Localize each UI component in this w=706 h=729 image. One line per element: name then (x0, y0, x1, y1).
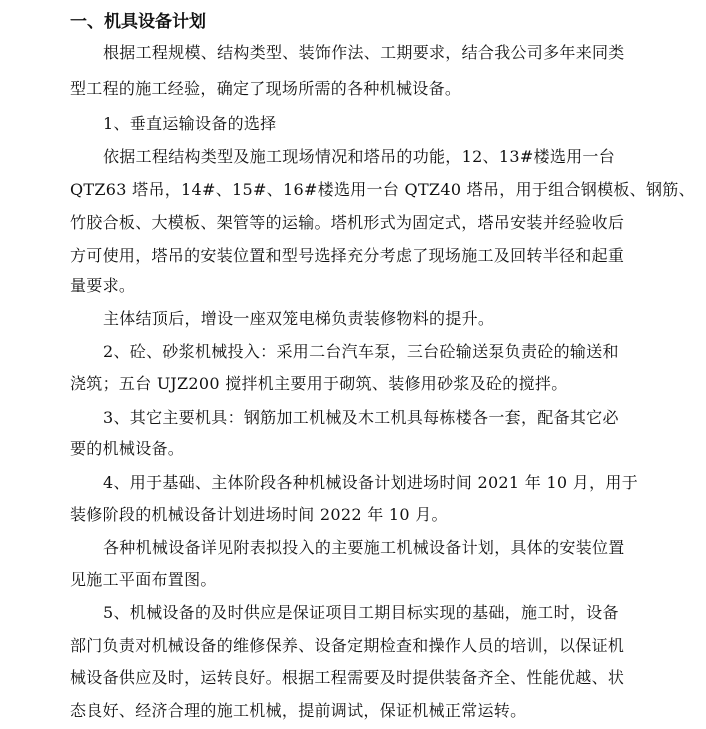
section-heading: 一、机具设备计划 (70, 12, 206, 32)
paragraph-line: 浇筑；五台 UJZ200 搅拌机主要用于砌筑、装修用砂浆及砼的搅拌。 (70, 374, 568, 393)
paragraph-line: 装修阶段的机械设备计划进场时间 2022 年 10 月。 (70, 505, 448, 524)
paragraph-line: 型工程的施工经验，确定了现场所需的各种机械设备。 (70, 79, 462, 98)
paragraph-line: 竹胶合板、大模板、架管等的运输。塔机形式为固定式，塔吊安装并经验收后 (70, 213, 625, 232)
paragraph-line: 见施工平面布置图。 (70, 570, 217, 589)
paragraph-line: 量要求。 (70, 276, 136, 295)
paragraph-line: 方可使用，塔吊的安装位置和型号选择充分考虑了现场施工及回转半径和起重 (70, 246, 625, 265)
paragraph-line: 根据工程规模、结构类型、装饰作法、工期要求，结合我公司多年来同类 (103, 43, 625, 62)
paragraph-line: QTZ63 塔吊，14#、15#、16#楼选用一台 QTZ40 塔吊，用于组合钢模板、钢筋、 (70, 180, 695, 199)
paragraph-line: 部门负责对机械设备的维修保养、设备定期检查和操作人员的培训，以保证机 (70, 636, 625, 655)
paragraph-line: 5、机械设备的及时供应是保证项目工期目标实现的基础，施工时，设备 (103, 603, 619, 622)
paragraph-line: 2、砼、砂浆机械投入：采用二台汽车泵，三台砼输送泵负责砼的输送和 (103, 342, 619, 361)
paragraph-line: 态良好、经济合理的施工机械，提前调试，保证机械正常运转。 (70, 701, 527, 720)
paragraph-line: 要的机械设备。 (70, 439, 185, 458)
paragraph-line: 4、用于基础、主体阶段各种机械设备计划进场时间 2021 年 10 月，用于 (103, 473, 639, 492)
paragraph-line: 主体结顶后，增设一座双笼电梯负责装修物料的提升。 (103, 309, 495, 328)
paragraph-line: 各种机械设备详见附表拟投入的主要施工机械设备计划，具体的安装位置 (103, 538, 625, 557)
paragraph-line: 械设备供应及时，运转良好。根据工程需要及时提供装备齐全、性能优越、状 (70, 668, 625, 687)
paragraph-line: 1、垂直运输设备的选择 (103, 114, 277, 133)
paragraph-line: 3、其它主要机具：钢筋加工机械及木工机具每栋楼各一套，配备其它必 (103, 408, 619, 427)
paragraph-line: 依据工程结构类型及施工现场情况和塔吊的功能，12、13#楼选用一台 (103, 147, 616, 166)
